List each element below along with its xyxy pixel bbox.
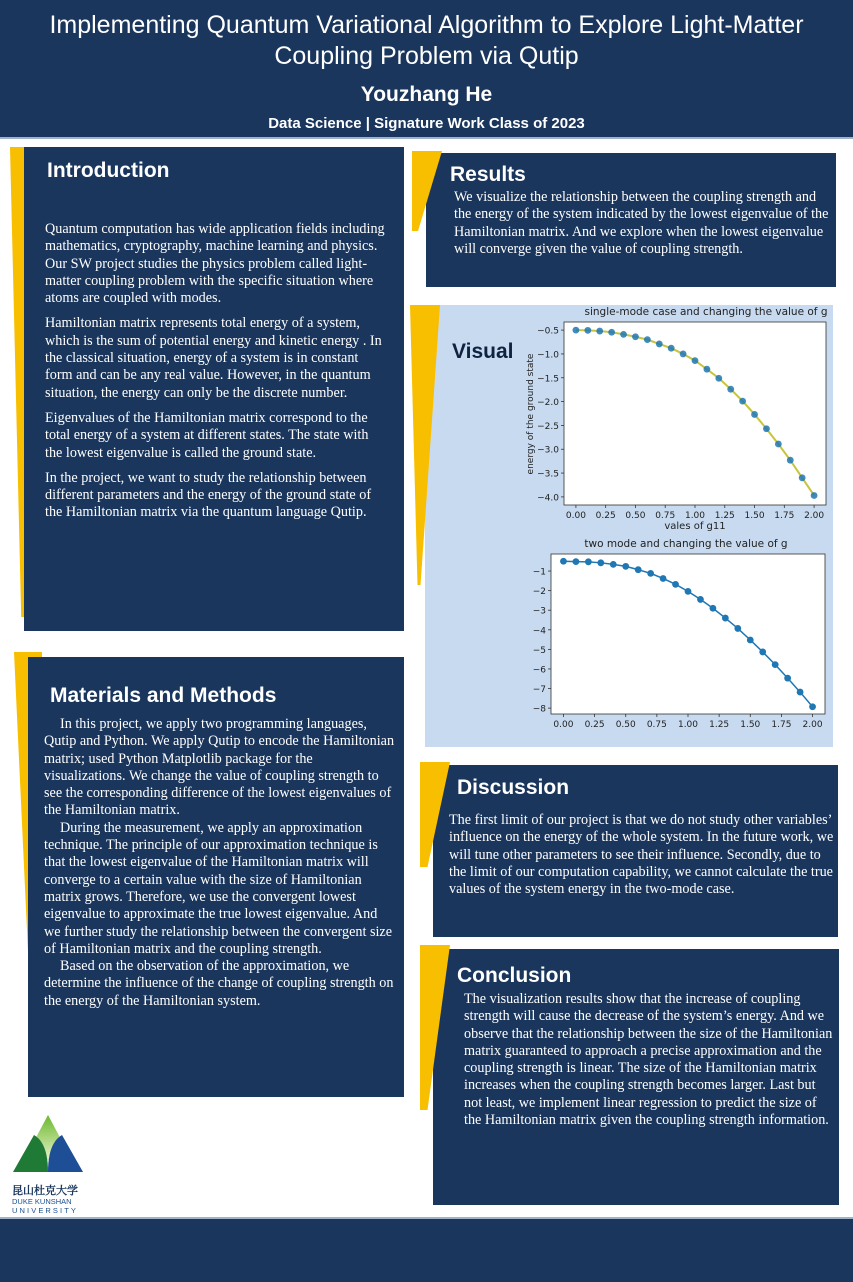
- x-tick-label: 1.50: [740, 720, 761, 730]
- logo-chinese-name: 昆山杜克大学: [12, 1184, 78, 1197]
- x-tick-label: 0.25: [584, 720, 605, 730]
- methods-paragraph: During the measurement, we apply an approximation technique. The principle of our approximation technique is that the lowest eigenvalue of the Hamiltonian matrix will converge to a certain value with the size of Hamiltonian matrix grows. Therefore, we use the convergent lowest eigenvalue to approximate the true lowest eigenvalue. And we further study the relationship between the convergent size of Hamiltonian matrix and the coupling strength.: [44, 819, 393, 957]
- intro-paragraph: In the project, we want to study the relationship between different parameters and the energy of the ground state of the Hamiltonian matrix via the quantum language Qutip.: [45, 469, 372, 521]
- y-tick-label: −2.0: [537, 398, 559, 409]
- data-point: [751, 411, 758, 418]
- chart2-title: two mode and changing the value of g: [584, 538, 788, 550]
- y-tick-label: −7: [532, 685, 546, 696]
- visual-heading: Visual: [452, 340, 514, 363]
- chart1-ylabel: energy of the ground state: [526, 353, 536, 475]
- data-point: [734, 625, 741, 632]
- methods-panel: [28, 657, 404, 1097]
- methods-paragraph: In this project, we apply two programming languages, Qutip and Python. We apply Qutip to encode the Hamiltonian matrix; used Python Matplotlib package for the visualizations. We change the value of coupling strength to see the corresponding difference of the lowest eigenvalues of the Hamiltonian matrix.: [44, 716, 395, 819]
- data-point: [610, 561, 617, 568]
- data-point: [573, 327, 580, 334]
- affiliation: Data Science | Signature Work Class of 2023: [268, 115, 585, 132]
- methods-body: [44, 716, 396, 1010]
- x-tick-label: 1.50: [744, 511, 765, 521]
- data-point: [797, 689, 804, 696]
- y-tick-label: −4: [532, 626, 546, 637]
- data-point: [715, 375, 722, 382]
- x-tick-label: 1.00: [684, 511, 706, 521]
- intro-paragraph: Hamiltonian matrix represents total energy of a system, which is the sum of potential energy and kinetic energy . In the classical situation, energy of a system is in constant form and can be any real value. However, in the quantum situation, the energy can only be the discrete number.: [45, 315, 382, 401]
- chart2-plot-area: [551, 554, 825, 714]
- data-point: [811, 492, 818, 499]
- data-point: [772, 661, 779, 668]
- y-tick-label: −1.0: [537, 350, 559, 361]
- data-point: [573, 558, 580, 565]
- data-point: [775, 441, 782, 448]
- data-point: [620, 331, 627, 338]
- logo-name-line1: DUKE KUNSHAN: [12, 1197, 72, 1206]
- x-tick-label: 2.00: [804, 511, 825, 521]
- data-point: [763, 425, 770, 432]
- y-tick-label: −1.5: [537, 374, 559, 385]
- y-tick-label: −3.0: [537, 445, 559, 456]
- data-point: [644, 336, 651, 343]
- discussion-panel: [433, 765, 838, 937]
- poster-header: [0, 0, 853, 139]
- data-point: [668, 345, 675, 352]
- x-tick-label: 2.00: [802, 720, 823, 730]
- data-point: [672, 581, 679, 588]
- data-point: [632, 333, 639, 340]
- x-tick-label: 1.75: [774, 511, 795, 521]
- data-point: [685, 588, 692, 595]
- y-tick-label: −0.5: [537, 326, 559, 337]
- data-point: [704, 366, 711, 373]
- data-point: [759, 649, 766, 656]
- results-body: We visualize the relationship between the coupling strength and the energy of the system indicated by the lowest eigenvalue of the Hamiltonian matrix. And we explore when the lowest eigenvalue will converge given the value of coupling strength.: [454, 189, 829, 257]
- two-mode-chart: [520, 533, 830, 733]
- data-point: [747, 637, 754, 644]
- data-point: [622, 563, 629, 570]
- data-point: [784, 675, 791, 682]
- x-tick-label: 0.75: [655, 511, 676, 521]
- introduction-heading: Introduction: [47, 159, 170, 182]
- intro-paragraph: Eigenvalues of the Hamiltonian matrix correspond to the total energy of a system at different states. The state with the lowest eigenvalue is called the ground state.: [45, 409, 369, 461]
- data-point: [584, 327, 591, 334]
- conclusion-body: The visualization results show that the increase of coupling strength will cause the decrease of the system’s energy. And we observe that the relationship between the size of the Hamiltonian matrix guaranteed to approach a precise approximation and the coupling strength is linear. The size of the Hamiltonian matrix increases when the coupling strength becomes larger. Last but not least, we implement linear regression to predict the size of the Hamiltonian matrix given the coupling strength information.: [464, 991, 833, 1129]
- results-panel: [426, 153, 836, 287]
- data-point: [660, 575, 667, 582]
- y-tick-label: −2.5: [537, 421, 559, 432]
- y-tick-label: −8: [532, 704, 546, 715]
- introduction-panel: [24, 147, 404, 631]
- data-point: [722, 615, 729, 622]
- x-tick-label: 0.50: [615, 720, 636, 730]
- x-tick-label: 1.25: [714, 511, 735, 521]
- intro-paragraph: Quantum computation has wide application fields including mathematics, cryptography, machine learning and physics. Our SW project studies the physics problem called light-matter coupling problem with the specific situation where atoms are coupled with modes.: [45, 221, 385, 307]
- data-point: [560, 558, 567, 565]
- data-point: [608, 329, 615, 336]
- logo-name-line2: UNIVERSITY: [12, 1206, 79, 1215]
- poster-title: Implementing Quantum Variational Algorithm to Explore Light-Matter Coupling Problem via Qutip: [49, 11, 804, 70]
- chart1-xlabel: vales of g11: [664, 521, 726, 532]
- data-point: [647, 570, 654, 577]
- x-tick-label: 0.00: [553, 720, 574, 730]
- x-tick-label: 0.75: [646, 720, 667, 730]
- single-mode-chart: [520, 303, 830, 533]
- x-tick-label: 0.50: [625, 511, 646, 521]
- discussion-body: The first limit of our project is that we do not study other variables’ influence on the energy of the whole system. In the future work, we will tune other parameters to see their influence. Secondly, due to the limit of our computation capability, we cannot calculate the true values of the system energy in the two-mode case.: [449, 812, 834, 898]
- x-tick-label: 1.25: [709, 720, 730, 730]
- data-point: [585, 558, 592, 565]
- data-point: [635, 566, 642, 573]
- methods-paragraph: Based on the observation of the approximation, we determine the influence of the change of coupling strength on the energy of the Hamiltonian system.: [44, 958, 394, 1009]
- methods-heading: Materials and Methods: [50, 684, 277, 707]
- conclusion-panel: [433, 949, 839, 1205]
- data-point: [680, 351, 687, 358]
- y-tick-label: −6: [532, 665, 546, 676]
- y-tick-label: −2: [532, 587, 546, 598]
- y-tick-label: −4.0: [537, 493, 559, 504]
- data-point: [739, 398, 746, 405]
- chart1-plot-area: [564, 322, 826, 505]
- y-tick-label: −5: [532, 645, 546, 656]
- data-point: [656, 341, 663, 348]
- data-point: [710, 605, 717, 612]
- y-tick-label: −1: [532, 567, 546, 578]
- conclusion-heading: Conclusion: [457, 964, 572, 987]
- data-point: [697, 596, 704, 603]
- discussion-heading: Discussion: [457, 776, 570, 799]
- data-point: [799, 474, 806, 481]
- poster-footer: [0, 1217, 853, 1282]
- y-tick-label: −3.5: [537, 469, 559, 480]
- data-point: [727, 386, 734, 393]
- data-point: [597, 559, 604, 566]
- data-point: [809, 703, 816, 710]
- x-tick-label: 0.00: [565, 511, 586, 521]
- chart1-title: single-mode case and changing the value of g: [584, 306, 828, 318]
- author-name: Youzhang He: [360, 83, 493, 106]
- x-tick-label: 1.00: [677, 720, 699, 730]
- x-tick-label: 0.25: [595, 511, 616, 521]
- results-heading: Results: [450, 163, 526, 186]
- introduction-body: [45, 221, 385, 530]
- data-point: [787, 457, 794, 464]
- x-tick-label: 1.75: [771, 720, 792, 730]
- data-point: [596, 328, 603, 335]
- data-point: [692, 357, 699, 364]
- y-tick-label: −3: [532, 606, 546, 617]
